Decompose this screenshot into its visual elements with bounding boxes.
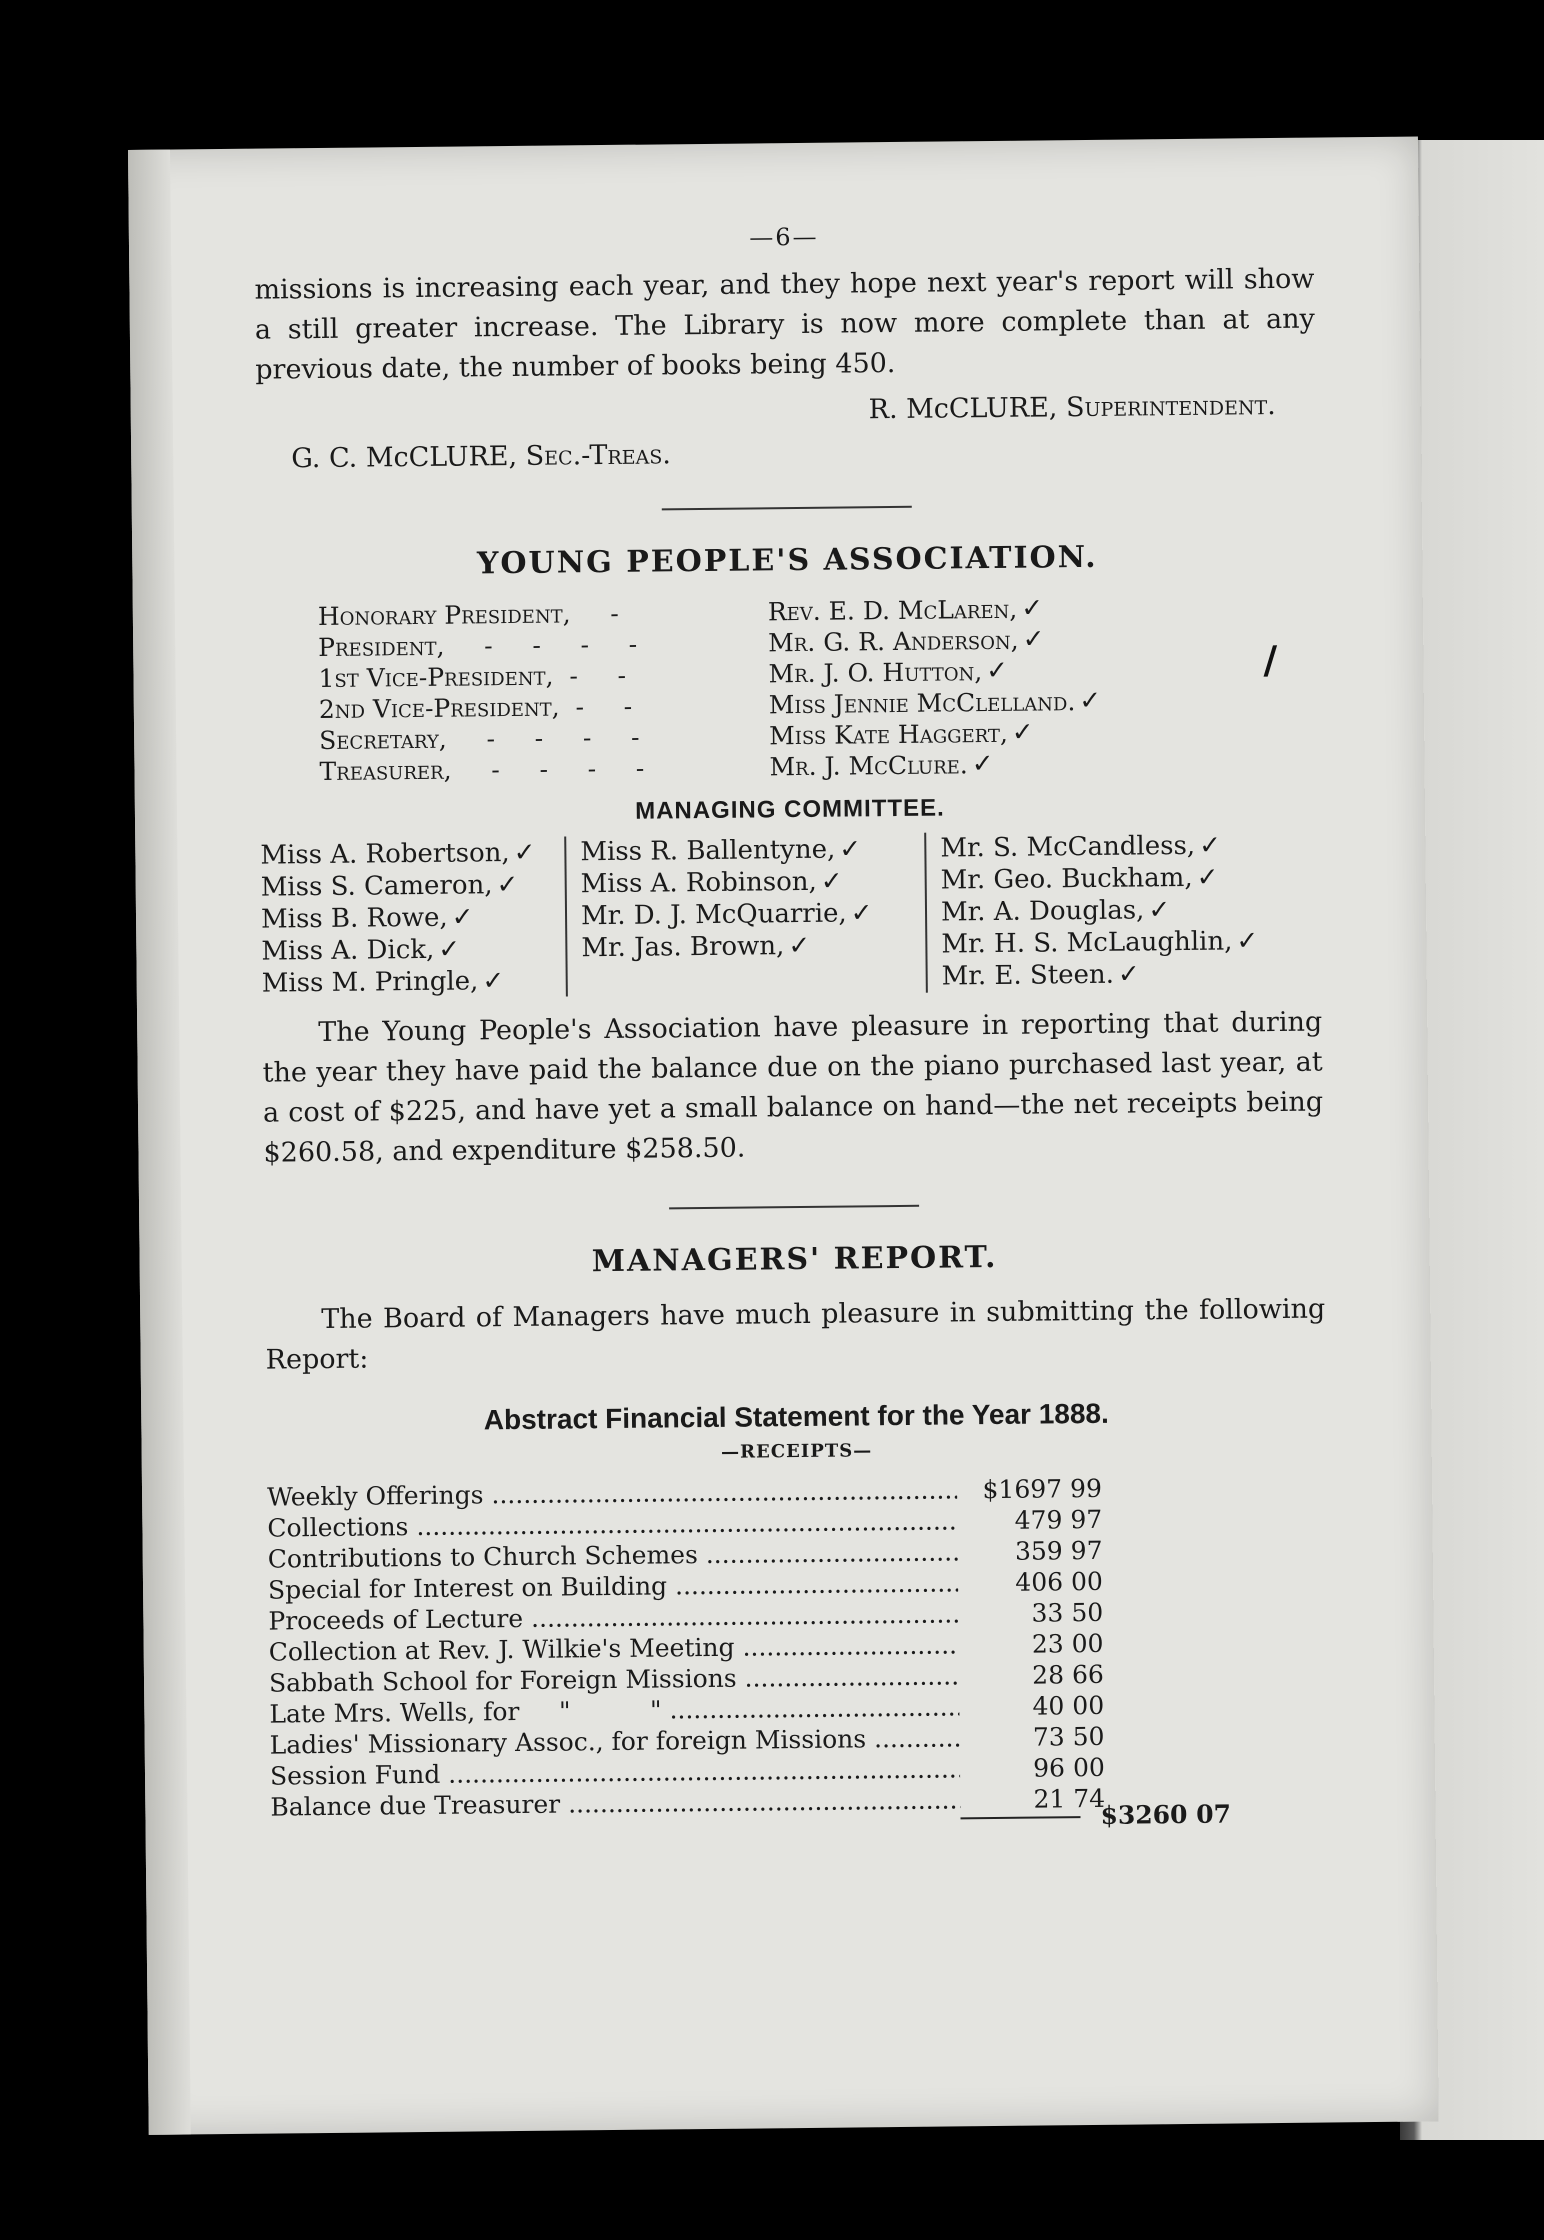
officer-name: Miss Kate Haggert, [769, 718, 1008, 751]
receipt-desc: Weekly Offerings ..... [267, 1474, 957, 1512]
check-mark: ✓ [788, 930, 811, 962]
committee-member: Mr. E. Steen. ✓ [941, 959, 1140, 992]
total-rule [961, 1816, 1081, 1835]
check-mark: ✓ [496, 869, 519, 901]
signature-title: Sec.-Treas. [525, 439, 672, 472]
committee-member: Miss A. Robinson, ✓ [580, 866, 843, 900]
receipt-cents: 00 [1072, 1690, 1105, 1721]
check-mark: ✓ [986, 655, 1009, 687]
receipt-cents: 50 [1071, 1597, 1104, 1628]
section-divider [662, 506, 912, 511]
officer-name: Mr. G. R. Anderson, [768, 625, 1019, 658]
page-content [254, 218, 1331, 1843]
committee-heading: MANAGING COMMITTEE. [634, 794, 945, 825]
committee-member: Mr. A. Douglas, ✓ [940, 895, 1171, 928]
officer-role: Secretary, - - - - [319, 722, 640, 756]
signature-title: Superintendent. [1065, 389, 1276, 424]
committee-member: Mr. H. S. McLaughlin, ✓ [941, 926, 1259, 960]
check-mark: ✓ [1198, 830, 1222, 861]
check-mark: ✓ [451, 902, 474, 933]
receipt-dollars: 28 [1032, 1660, 1065, 1690]
committee-column-3 [924, 829, 1273, 993]
committee-member: Miss B. Rowe, ✓ [260, 902, 474, 935]
check-mark: ✓ [513, 837, 536, 868]
receipts-label: —RECEIPTS— [721, 1440, 873, 1463]
committee-member: Mr. D. J. McQuarrie, ✓ [580, 898, 873, 932]
statement-title: Abstract Financial Statement for the Year 1888. [483, 1397, 1109, 1436]
check-mark: ✓ [1021, 593, 1044, 624]
check-mark: ✓ [438, 934, 461, 965]
receipt-cents: 74 [1073, 1783, 1106, 1814]
stray-pen-mark: / [1263, 637, 1278, 683]
receipt-dollars: 40 [1032, 1691, 1065, 1721]
committee-columns [260, 829, 1322, 1000]
receipt-dollars: $1697 [982, 1474, 1063, 1505]
officer-name: Mr. J. O. Hutton, [768, 657, 983, 689]
committee-column-2 [564, 833, 926, 997]
page-number: —6— [749, 222, 819, 252]
receipt-desc: Collections ..... [267, 1505, 957, 1543]
total-value: $3260 07 [1100, 1799, 1232, 1830]
check-mark: ✓ [820, 866, 843, 897]
officer-role: 1st Vice-President, - - [318, 660, 627, 694]
section-divider [669, 1205, 919, 1210]
officer-role: 2nd Vice-President, - - [318, 691, 633, 725]
ypa-paragraph: The Young People's Association have pleasure in reporting that during the year they have paid the balance due on the piano purchased last year, at a cost of $225, and have yet a small balance on hand—the net receipts being $260.58, and expenditure $258.50. [262, 1006, 1324, 1169]
receipt-cents: 66 [1071, 1659, 1104, 1690]
receipt-desc: Collection at Rev. J. Wilkie's Meeting ..... [269, 1629, 959, 1667]
receipt-dollars: 359 [1014, 1536, 1063, 1566]
committee-member: Miss M. Pringle, ✓ [261, 966, 505, 999]
receipt-dollars: 479 [1014, 1505, 1063, 1535]
receipt-cents: 97 [1070, 1504, 1103, 1535]
committee-member: Miss R. Ballentyne, ✓ [580, 834, 862, 868]
receipt-cents: 99 [1069, 1473, 1103, 1504]
receipt-desc: Special for Interest on Building ..... [268, 1567, 958, 1605]
receipt-desc: Ladies' Missionary Assoc., for foreign Missions ..... [270, 1722, 960, 1760]
receipt-desc: Balance due Treasurer ..... [270, 1784, 960, 1822]
check-mark: ✓ [1117, 959, 1140, 990]
receipt-desc: Proceeds of Lecture ..... [268, 1598, 958, 1636]
ypa-heading: YOUNG PEOPLE'S ASSOCIATION. [476, 539, 1098, 582]
receipt-cents: 50 [1072, 1721, 1105, 1752]
intro-paragraph: missions is increasing each year, and they hope next year's report will show a still greater increase. The Library is now more complete than at any previous date, the number of books being 450. [254, 263, 1315, 386]
receipts-list [267, 1471, 1331, 1843]
committee-member: Mr. S. McCandless, ✓ [940, 830, 1222, 864]
receipt-desc: Contributions to Church Schemes ..... [268, 1536, 958, 1574]
officer-name: Miss Jennie McClelland. [768, 687, 1076, 720]
committee-column-1 [260, 836, 566, 999]
receipt-desc: Sabbath School for Foreign Missions ..... [269, 1660, 959, 1698]
receipt-dollars: 33 [1031, 1598, 1064, 1628]
check-mark: ✓ [850, 898, 873, 929]
receipt-dollars: 21 [1033, 1784, 1066, 1814]
receipt-dollars: 23 [1031, 1629, 1064, 1659]
receipt-dollars: 73 [1032, 1722, 1065, 1752]
receipt-cents: 97 [1070, 1535, 1103, 1566]
check-mark: ✓ [1011, 717, 1034, 748]
receipt-desc: Late Mrs. Wells, for " " ..... [269, 1691, 959, 1729]
committee-member: Miss S. Cameron, ✓ [260, 869, 519, 903]
receipt-cents: 00 [1071, 1628, 1104, 1659]
check-mark: ✓ [482, 966, 505, 997]
managers-heading: MANAGERS' REPORT. [591, 1239, 998, 1280]
document-page [128, 136, 1439, 2134]
check-mark: ✓ [839, 834, 862, 865]
receipt-cents: 00 [1070, 1566, 1104, 1597]
officer-role: President, - - - - [318, 629, 638, 663]
receipt-dollars: 96 [1033, 1753, 1066, 1783]
officer-role: Honorary President, - [317, 598, 619, 632]
officer-name: Mr. J. McClure. [769, 750, 968, 782]
signature-name: R. McCLURE, [868, 392, 1067, 426]
officers-list [318, 591, 1320, 787]
committee-member: Mr. Geo. Buckham, ✓ [940, 862, 1219, 896]
officer-role: Treasurer, - - - - [319, 753, 645, 787]
receipt-dollars: 406 [1015, 1567, 1064, 1597]
committee-member: Miss A. Dick, ✓ [261, 934, 461, 967]
managers-intro: The Board of Managers have much pleasure in submitting the following Report: [265, 1293, 1326, 1376]
check-mark: ✓ [1148, 895, 1171, 926]
receipt-desc: Session Fund ..... [270, 1753, 960, 1791]
signature-superintendent [256, 390, 1276, 432]
check-mark: ✓ [1236, 926, 1259, 957]
officer-name: Rev. E. D. McLaren, [767, 594, 1018, 627]
committee-member: Miss A. Robertson, ✓ [260, 837, 536, 871]
check-mark: ✓ [1196, 862, 1219, 893]
receipt-cents: 00 [1072, 1752, 1105, 1783]
check-mark: ✓ [971, 748, 994, 780]
committee-member: Mr. Jas. Brown, ✓ [581, 930, 811, 964]
signature-name: G. C. McCLURE, [291, 440, 526, 475]
check-mark: ✓ [1022, 624, 1045, 655]
check-mark: ✓ [1079, 685, 1102, 717]
signature-sec-treas [291, 433, 1316, 475]
